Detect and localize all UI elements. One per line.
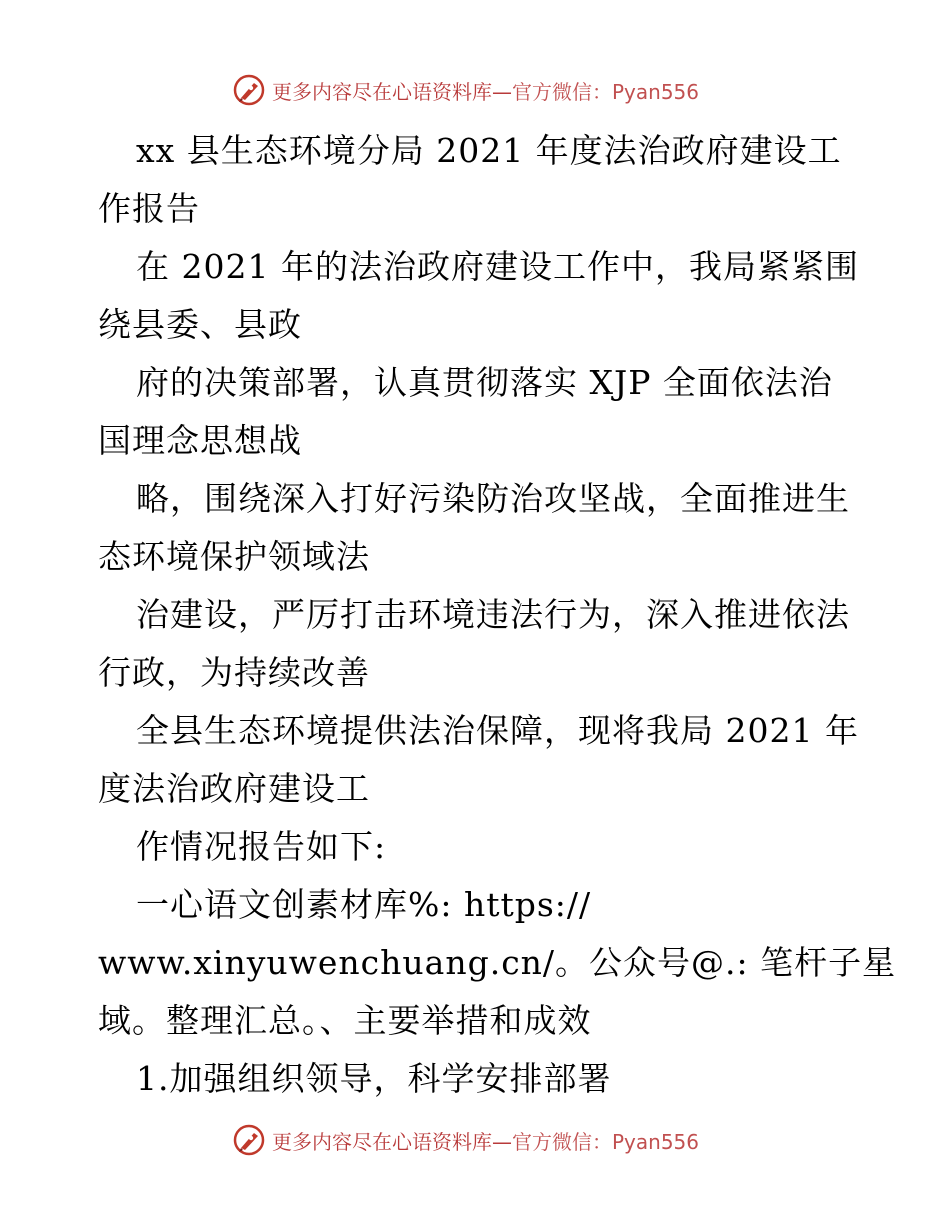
text-line: xx 县生态环境分局 2021 年度法治政府建设工: [136, 131, 842, 170]
pen-logo-icon: [232, 1123, 266, 1157]
watermark-text: 更多内容尽在心语资料库—官方微信：Pyan556: [272, 79, 700, 104]
text-line: 略，围绕深入打好污染防治攻坚战，全面推进生: [136, 479, 850, 518]
text-line: 绕县委、县政: [98, 305, 302, 344]
text-line: 度法治政府建设工: [98, 769, 370, 808]
watermark-text: 更多内容尽在心语资料库—官方微信：Pyan556: [272, 1129, 700, 1154]
text-line: 一心语文创素材库%: https://: [136, 885, 592, 924]
text-line: 全县生态环境提供法治保障，现将我局 2021 年: [136, 711, 859, 750]
watermark-banner-bottom: [232, 1120, 752, 1160]
text-line: 作情况报告如下:: [136, 827, 387, 866]
text-line: 作报告: [98, 189, 200, 228]
text-line: 态环境保护领域法: [98, 537, 370, 576]
document-body: [98, 122, 897, 1108]
pen-logo-icon: [232, 73, 266, 107]
text-line: 府的决策部署，认真贯彻落实 XJP 全面依法治: [136, 363, 833, 402]
text-line: 治建设，严厉打击环境违法行为，深入推进依法: [136, 595, 850, 634]
text-line: 国理念思想战: [98, 421, 302, 460]
text-line: 1.加强组织领导，科学安排部署: [136, 1059, 612, 1098]
text-line: 在 2021 年的法治政府建设工作中，我局紧紧围: [136, 247, 859, 286]
text-line: 域。整理汇总。、主要举措和成效: [98, 1001, 592, 1040]
watermark-banner-top: [232, 70, 752, 110]
text-line: 行政，为持续改善: [98, 653, 370, 692]
text-line: www.xinyuwenchuang.cn/。公众号@.: 笔杆子星: [98, 943, 897, 982]
